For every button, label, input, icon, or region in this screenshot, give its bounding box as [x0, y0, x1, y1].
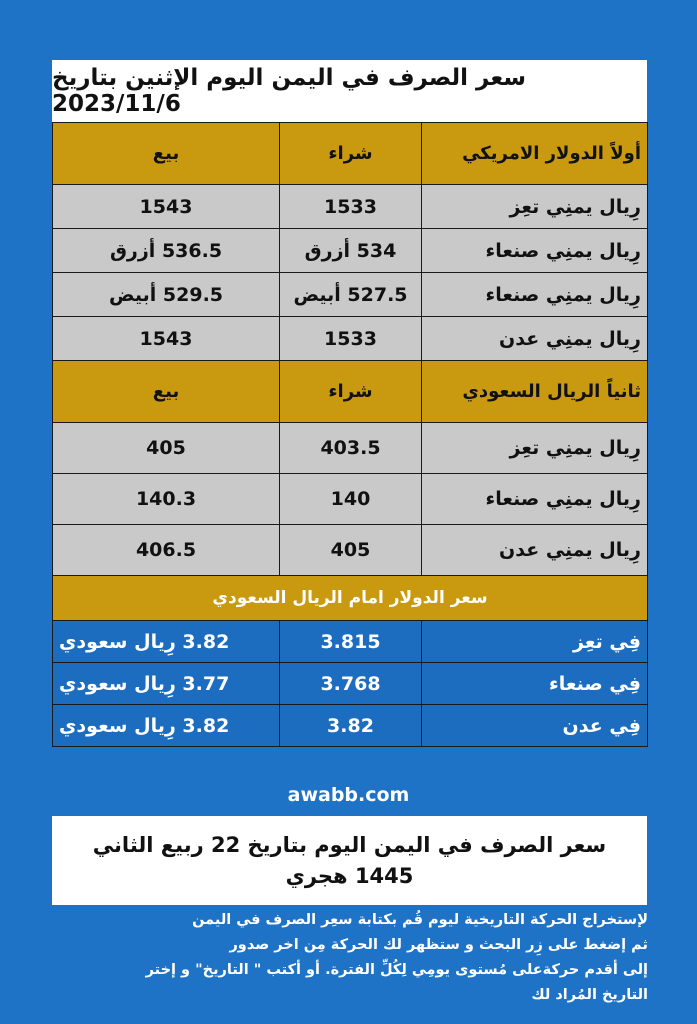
sell-value: 1543	[53, 185, 280, 229]
buy-value: 3.82	[280, 705, 422, 747]
table-row	[53, 185, 648, 229]
note-line: التاريخ المُراد لك	[531, 987, 648, 1003]
buy-value: 403.5	[280, 423, 422, 474]
sell-value: 3.82 رِيال سعودي	[53, 621, 280, 663]
row-label: رِيال يمنِي صنعاء	[422, 474, 648, 525]
hijri-title: سعر الصرف في اليمن اليوم بتاريخ 22 ربيع الثاني 1445 هجري	[52, 816, 647, 905]
buy-value: 3.768	[280, 663, 422, 705]
row-label: رِيال يمنِي عدن	[422, 525, 648, 576]
buy-value: 140	[280, 474, 422, 525]
sar-buy-header: شراء	[280, 361, 422, 423]
row-label: رِيال يمنِي تعِز	[422, 185, 648, 229]
row-label: فِي صنعاء	[422, 663, 648, 705]
usd-section-label: أولاً الدولار الامريكي	[422, 123, 648, 185]
usd-sar-banner-row	[53, 576, 648, 621]
sell-value: 405	[53, 423, 280, 474]
buy-value: 3.815	[280, 621, 422, 663]
table-row	[53, 621, 648, 663]
buy-value: 527.5 أبيض	[280, 273, 422, 317]
sell-value: 1543	[53, 317, 280, 361]
sell-value: 529.5 أبيض	[53, 273, 280, 317]
site-name: awabb.com	[287, 784, 410, 806]
sar-header-row	[53, 361, 648, 423]
buy-value: 405	[280, 525, 422, 576]
table-row	[53, 273, 648, 317]
sell-value: 3.77 رِيال سعودي	[53, 663, 280, 705]
table-row	[53, 229, 648, 273]
row-label: رِيال يمنِي تعِز	[422, 423, 648, 474]
usd-header-row	[53, 123, 648, 185]
table-row	[53, 663, 648, 705]
usd-buy-header: شراء	[280, 123, 422, 185]
table-row	[53, 423, 648, 474]
buy-value: 1533	[280, 317, 422, 361]
row-label: فِي تعِز	[422, 621, 648, 663]
table-row	[53, 317, 648, 361]
exchange-table	[52, 122, 648, 747]
sell-value: 3.82 رِيال سعودي	[53, 705, 280, 747]
row-label: رِيال يمنِي صنعاء	[422, 273, 648, 317]
table-row	[53, 525, 648, 576]
sell-value: 406.5	[53, 525, 280, 576]
row-label: رِيال يمنِي عدن	[422, 317, 648, 361]
usd-sell-header: بيع	[53, 123, 280, 185]
instructions-note	[40, 908, 648, 1008]
table-row	[53, 705, 648, 747]
sell-value: 140.3	[53, 474, 280, 525]
row-label: فِي عدن	[422, 705, 648, 747]
sell-value: 536.5 أزرق	[53, 229, 280, 273]
table-row	[53, 474, 648, 525]
buy-value: 1533	[280, 185, 422, 229]
buy-value: 534 أزرق	[280, 229, 422, 273]
row-label: رِيال يمنِي صنعاء	[422, 229, 648, 273]
note-line: ثم إضغط على زِر البحث و ستظهر لك الحركة مِن اخر صدور	[229, 937, 648, 953]
note-line: لإستخراج الحركة التاريخية ليوم قُم بكتابة سعِر الصرف في اليمن	[192, 912, 648, 928]
page-title: سعر الصرف في اليمن اليوم الإثنين بتاريخ 2023/11/6	[52, 60, 647, 122]
sar-sell-header: بيع	[53, 361, 280, 423]
usd-sar-banner: سعر الدولار امام الريال السعودي	[53, 576, 648, 621]
note-line: إلى أقدم حركةعلى مُستوى يومِي لِكُلِّ الفترة. أو أكتب " التاريخ" و إختر	[145, 962, 648, 978]
sar-section-label: ثانياً الريال السعودي	[422, 361, 648, 423]
